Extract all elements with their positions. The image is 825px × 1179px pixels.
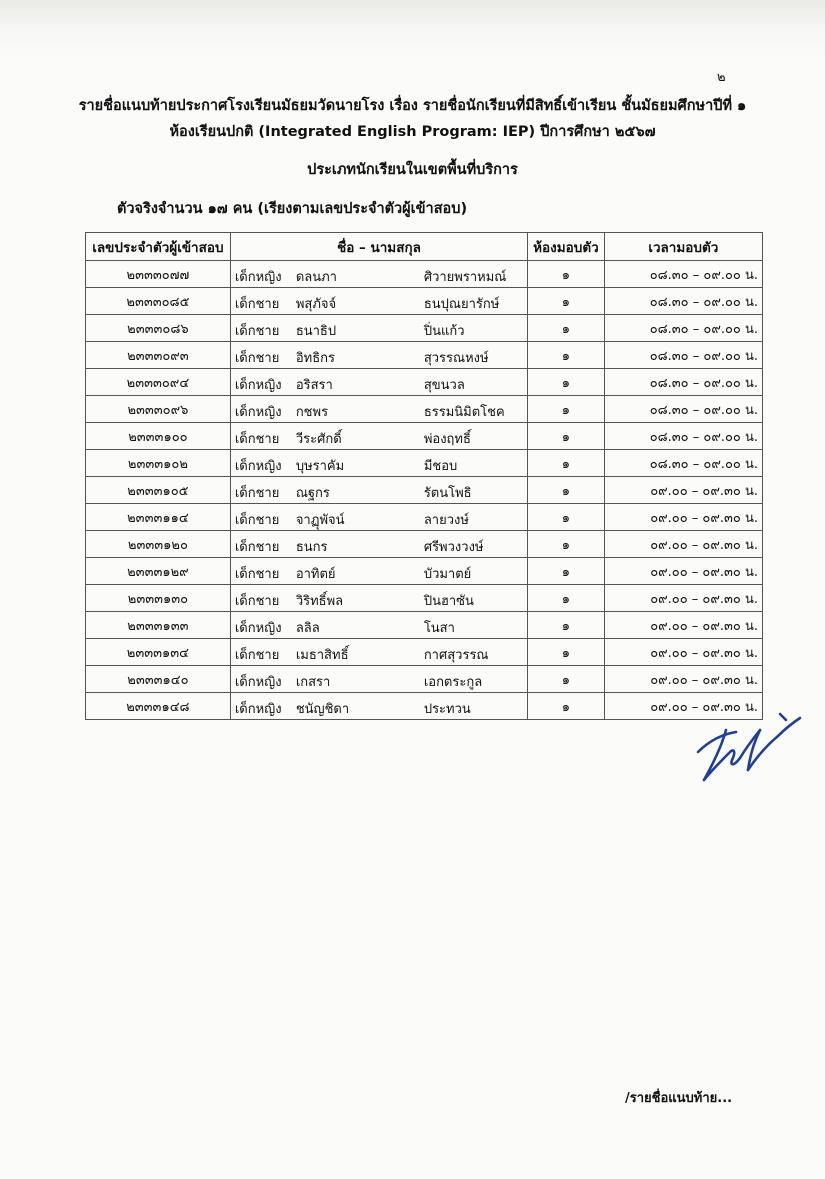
first-name: บุษราคัม [295, 459, 345, 474]
room-cell: ๑ [528, 369, 605, 396]
time-cell: ๐๙.๐๐ – ๐๙.๓๐ น. [604, 504, 762, 531]
full-name-cell [230, 666, 527, 693]
last-name: โนสา [423, 621, 455, 636]
table-row [86, 585, 763, 612]
table-header-row [86, 233, 763, 261]
exam-id-cell: ๒๓๓๓๑๒๐ [86, 531, 231, 558]
table-row [86, 666, 763, 693]
last-name: ธรรมนิมิตโชค [423, 405, 505, 420]
full-name-cell [230, 531, 527, 558]
time-cell: ๐๙.๐๐ – ๐๙.๓๐ น. [604, 585, 762, 612]
title-prefix: เด็กหญิง [234, 459, 282, 474]
table-row [86, 288, 763, 315]
room-cell: ๑ [528, 693, 605, 720]
table-row [86, 477, 763, 504]
header-exam-id: เลขประจำตัวผู้เข้าสอบ [86, 233, 231, 261]
student-count-line: ตัวจริงจำนวน ๑๗ คน (เรียงตามเลขประจำตัวผู้เข้าสอบ) [117, 201, 468, 217]
signature-icon [690, 700, 805, 790]
full-name-cell [230, 342, 527, 369]
exam-id-cell: ๒๓๓๓๑๓๓ [86, 612, 231, 639]
title-prefix: เด็กหญิง [234, 675, 282, 690]
last-name: ปินฮาซัน [423, 594, 474, 609]
time-cell: ๐๙.๐๐ – ๐๙.๓๐ น. [604, 477, 762, 504]
time-cell: ๐๙.๐๐ – ๐๙.๓๐ น. [604, 639, 762, 666]
time-cell: ๐๘.๓๐ – ๐๙.๐๐ น. [604, 423, 762, 450]
title-prefix: เด็กชาย [234, 351, 280, 366]
title-prefix: เด็กหญิง [234, 405, 282, 420]
exam-id-cell: ๒๓๓๓๐๘๕ [86, 288, 231, 315]
first-name: ชนัญชิดา [295, 702, 350, 717]
last-name: ปิ่นแก้ว [423, 324, 465, 339]
room-cell: ๑ [528, 288, 605, 315]
table-row [86, 261, 763, 288]
header-room: ห้องมอบตัว [528, 233, 605, 261]
time-cell: ๐๘.๓๐ – ๐๙.๐๐ น. [604, 450, 762, 477]
exam-id-cell: ๒๓๓๓๑๔๐ [86, 666, 231, 693]
title-prefix: เด็กชาย [234, 297, 280, 312]
last-name: ลายวงษ์ [423, 513, 469, 528]
exam-id-cell: ๒๓๓๓๑๐๐ [86, 423, 231, 450]
title-prefix: เด็กชาย [234, 540, 280, 555]
exam-id-cell: ๒๓๓๓๐๙๔ [86, 369, 231, 396]
room-cell: ๑ [528, 396, 605, 423]
time-cell: ๐๘.๓๐ – ๐๙.๐๐ น. [604, 396, 762, 423]
time-cell: ๐๘.๓๐ – ๐๙.๐๐ น. [604, 261, 762, 288]
first-name: วิริทธิ์พล [295, 594, 344, 609]
first-name: จาฏุพัจน์ [295, 513, 345, 528]
last-name: รัตนโพธิ [423, 486, 472, 501]
exam-id-cell: ๒๓๓๓๑๒๙ [86, 558, 231, 585]
room-cell: ๑ [528, 450, 605, 477]
exam-id-cell: ๒๓๓๓๑๓๔ [86, 639, 231, 666]
first-name: ลลิล [295, 621, 320, 636]
full-name-cell [230, 585, 527, 612]
exam-id-cell: ๒๓๓๓๑๐๒ [86, 450, 231, 477]
page-number: ๒ [717, 70, 726, 85]
first-name: กชพร [295, 405, 329, 420]
title-prefix: เด็กหญิง [234, 270, 282, 285]
title-prefix: เด็กชาย [234, 432, 280, 447]
first-name: อริสรา [295, 378, 333, 393]
title-prefix: เด็กชาย [234, 324, 280, 339]
room-cell: ๑ [528, 504, 605, 531]
full-name-cell [230, 261, 527, 288]
category-subheading: ประเภทนักเรียนในเขตพื้นที่บริการ [307, 162, 518, 178]
time-cell: ๐๘.๓๐ – ๐๙.๐๐ น. [604, 315, 762, 342]
time-cell: ๐๙.๐๐ – ๐๙.๓๐ น. [604, 558, 762, 585]
exam-id-cell: ๒๓๓๓๐๗๗ [86, 261, 231, 288]
time-cell: ๐๙.๐๐ – ๐๙.๓๐ น. [604, 693, 762, 720]
full-name-cell [230, 450, 527, 477]
table-row [86, 693, 763, 720]
heading-line-2: ห้องเรียนปกติ (Integrated English Program: IEP) ปีการศึกษา ๒๕๖๗ [169, 124, 656, 140]
first-name: อาทิตย์ [295, 567, 336, 582]
room-cell: ๑ [528, 477, 605, 504]
title-prefix: เด็กหญิง [234, 621, 282, 636]
table-row [86, 531, 763, 558]
full-name-cell [230, 504, 527, 531]
full-name-cell [230, 477, 527, 504]
last-name: ประทวน [423, 702, 471, 717]
student-table [85, 232, 763, 720]
exam-id-cell: ๒๓๓๓๐๘๖ [86, 315, 231, 342]
time-cell: ๐๘.๓๐ – ๐๙.๐๐ น. [604, 288, 762, 315]
title-prefix: เด็กชาย [234, 648, 280, 663]
title-prefix: เด็กชาย [234, 567, 280, 582]
table-row [86, 639, 763, 666]
time-cell: ๐๙.๐๐ – ๐๙.๓๐ น. [604, 666, 762, 693]
room-cell: ๑ [528, 612, 605, 639]
table-row [86, 342, 763, 369]
full-name-cell [230, 369, 527, 396]
full-name-cell [230, 639, 527, 666]
room-cell: ๑ [528, 423, 605, 450]
table-row [86, 504, 763, 531]
first-name: ธนกร [295, 540, 328, 555]
first-name: อิทธิกร [295, 351, 335, 366]
last-name: ธนปุณยารักษ์ [423, 297, 500, 312]
last-name: เอกตระกูล [423, 675, 483, 690]
table-row [86, 369, 763, 396]
exam-id-cell: ๒๓๓๓๐๙๖ [86, 396, 231, 423]
room-cell: ๑ [528, 585, 605, 612]
last-name: บัวมาตย์ [423, 567, 472, 582]
title-prefix: เด็กชาย [234, 594, 280, 609]
full-name-cell [230, 558, 527, 585]
first-name: วีระศักดิ์ [295, 432, 342, 447]
document-heading [0, 93, 825, 145]
table-row [86, 315, 763, 342]
table-row [86, 396, 763, 423]
room-cell: ๑ [528, 315, 605, 342]
title-prefix: เด็กชาย [234, 486, 280, 501]
time-cell: ๐๙.๐๐ – ๐๙.๓๐ น. [604, 612, 762, 639]
room-cell: ๑ [528, 639, 605, 666]
last-name: ศรีพวงวงษ์ [423, 540, 484, 555]
heading-line-1: รายชื่อแนบท้ายประกาศโรงเรียนมัธยมวัดนายโรง เรื่อง รายชื่อนักเรียนที่มีสิทธิ์เข้าเรียน ชั้นมัธยมศึกษาปีที่ ๑ [78, 98, 747, 114]
exam-id-cell: ๒๓๓๓๑๓๐ [86, 585, 231, 612]
continuation-footer: /รายชื่อแนบท้าย... [625, 1091, 733, 1106]
exam-id-cell: ๒๓๓๓๐๙๓ [86, 342, 231, 369]
first-name: เมธาสิทธิ์ [295, 648, 349, 663]
exam-id-cell: ๒๓๓๓๑๑๔ [86, 504, 231, 531]
table-row [86, 450, 763, 477]
time-cell: ๐๘.๓๐ – ๐๙.๐๐ น. [604, 342, 762, 369]
full-name-cell [230, 288, 527, 315]
full-name-cell [230, 396, 527, 423]
time-cell: ๐๘.๓๐ – ๐๙.๐๐ น. [604, 369, 762, 396]
first-name: ธนาธิป [295, 324, 337, 339]
full-name-cell [230, 693, 527, 720]
title-prefix: เด็กหญิง [234, 378, 282, 393]
first-name: ดลนภา [295, 270, 337, 285]
full-name-cell [230, 423, 527, 450]
table-row [86, 423, 763, 450]
last-name: กาศสุวรรณ [423, 648, 489, 663]
room-cell: ๑ [528, 261, 605, 288]
exam-id-cell: ๒๓๓๓๑๔๘ [86, 693, 231, 720]
last-name: มีชอบ [423, 459, 458, 474]
room-cell: ๑ [528, 666, 605, 693]
full-name-cell [230, 612, 527, 639]
exam-id-cell: ๒๓๓๓๑๐๕ [86, 477, 231, 504]
table-body [86, 261, 763, 720]
room-cell: ๑ [528, 342, 605, 369]
title-prefix: เด็กหญิง [234, 702, 282, 717]
last-name: พ่องฤทธิ์ [423, 432, 471, 447]
room-cell: ๑ [528, 558, 605, 585]
time-cell: ๐๙.๐๐ – ๐๙.๓๐ น. [604, 531, 762, 558]
full-name-cell [230, 315, 527, 342]
table-row [86, 558, 763, 585]
last-name: สุขนวล [423, 378, 465, 393]
first-name: พสุภัจจ์ [295, 297, 337, 312]
first-name: เกสรา [295, 675, 331, 690]
first-name: ณฐกร [295, 486, 330, 501]
header-full-name: ชื่อ – นามสกุล [230, 233, 527, 261]
room-cell: ๑ [528, 531, 605, 558]
table-row [86, 612, 763, 639]
last-name: ศิวายพราหมณ์ [423, 270, 507, 285]
title-prefix: เด็กชาย [234, 513, 280, 528]
header-time: เวลามอบตัว [604, 233, 762, 261]
last-name: สุวรรณหงษ์ [423, 351, 489, 366]
